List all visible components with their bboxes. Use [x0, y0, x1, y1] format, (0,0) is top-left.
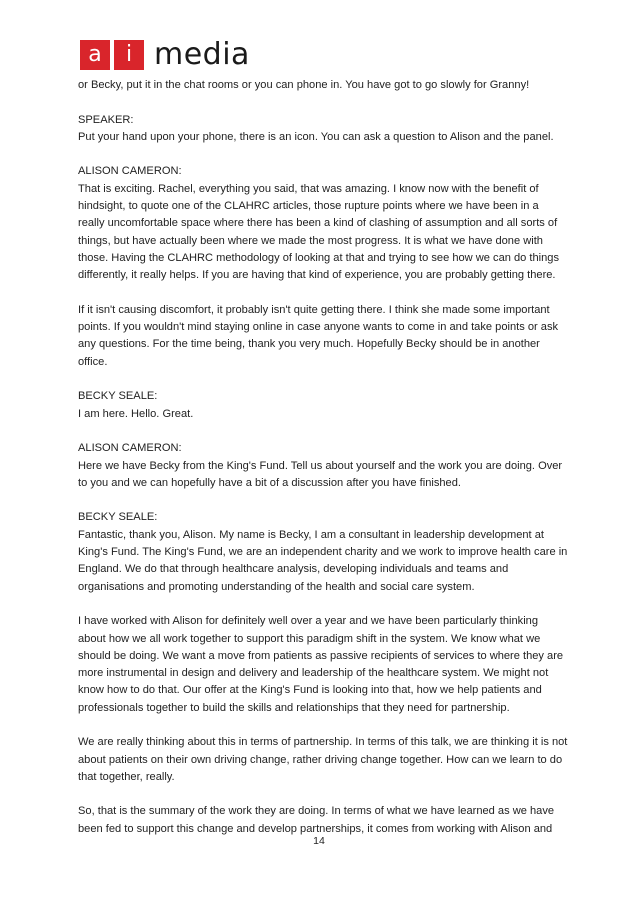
logo-letter-i: i [114, 40, 144, 70]
paragraph: I have worked with Alison for definitely well over a year and we have been particularly thinking about how we all work together to support this paradigm shift in the system. We know what we should be doing. We want a move from patients as passive recipients of services to where they are more instrumental in design and delivery and leadership of the healthcare system. We might not know how to do that. Our offer at the King's Fund is looking into that, how we help patients and professionals together to build the skills and relationships that they need for partnership. [78, 615, 564, 714]
logo-letter-a: a [80, 40, 110, 70]
logo-word: media [154, 37, 250, 72]
transcript-body [78, 77, 568, 855]
paragraph: or Becky, put it in the chat rooms or you can phone in. You have got to go slowly for Granny! [78, 79, 530, 91]
page-number: 14 [313, 835, 325, 847]
paragraph: So, that is the summary of the work they are doing. In terms of what we have learned as we have been fed to support this change and develop partnerships, it comes from working with Alison and [78, 805, 555, 835]
paragraph: ALISON CAMERON: Here we have Becky from the King's Fund. Tell us about yourself and the work you are doing. Over to you and we can hopefully have a bit of a discussion after you have finished. [78, 442, 563, 489]
paragraph: ALISON CAMERON: That is exciting. Rachel, everything you said, that was amazing. I know now with the benefit of hindsight, to quote one of the CLAHRC articles, those rupture points where we have been in a really uncomfortable space where there has been a kind of clashing of assumption and all sorts of things, but have actually been where we made the most progress. It is what we have done with those. Having the CLAHRC methodology of looking at that and trying to see how we can do things differently, it really helps. If you are having that kind of experience, you are probably getting there. [78, 165, 560, 282]
paragraph: BECKY SEALE: Fantastic, thank you, Alison. My name is Becky, I am a consultant in leadership development at King's Fund. The King's Fund, we are an independent charity and we work to improve health care in England. We do that through healthcare analysis, developing individuals and teams and organisations and promoting understanding of the health and social care system. [78, 511, 568, 593]
paragraph: If it isn't causing discomfort, it probably isn't quite getting there. I think she made some important points. If you wouldn't mind staying online in case anyone wants to come in and take points or ask any questions. For the time being, thank you very much. Hopefully Becky should be in another office. [78, 303, 559, 368]
paragraph: We are really thinking about this in terms of partnership. In terms of this talk, we are thinking it is not about patients on their own driving change, rather driving change together. How can we learn to do that together, really. [78, 736, 568, 783]
paragraph: BECKY SEALE: I am here. Hello. Great. [78, 390, 194, 420]
paragraph: SPEAKER: Put your hand upon your phone, there is an icon. You can ask a question to Alison and the panel. [78, 113, 554, 143]
ai-media-logo [80, 37, 250, 72]
